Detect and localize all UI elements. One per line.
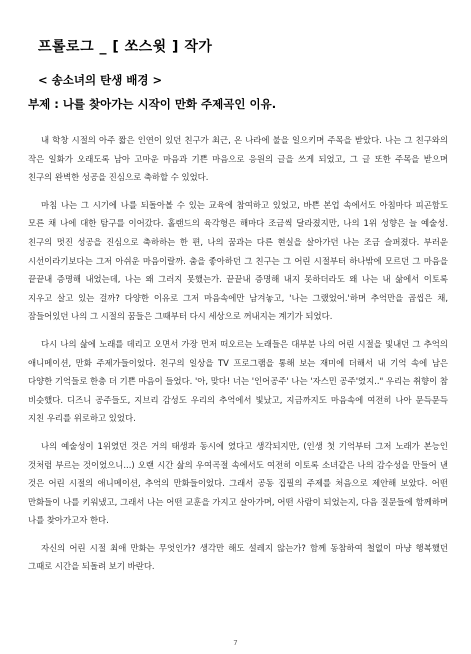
paragraph-1: 내 학창 시절의 아주 짧은 인연이 있던 친구가 최근, 온 나라에 불을 일으키며 주목을 받았다. 나는 그 친구와의 작은 일화가 오래도록 남아 고마운 마음과 기쁜 마음으로 응원의 글을 쓰게 되었고, 그 글 또한 주목을 받으며 친구의 완벽한 성공을 진심으로 축하할 수 있었다. bbox=[28, 135, 448, 183]
document-header-title: 프롤로그 _ [ 쏘스윗 ] 작가 bbox=[38, 39, 213, 55]
body-text bbox=[28, 131, 448, 585]
section-heading: < 송소녀의 탄생 배경 > bbox=[38, 73, 163, 87]
paragraph-5: 자신의 어린 시절 최애 만화는 무엇인가? 생각만 해도 설레지 않는가? 함께 동참하여 철없이 마냥 행복했던 그때로 시간을 되돌려 보기 바란다. bbox=[28, 542, 448, 572]
page-number: 7 bbox=[233, 639, 238, 647]
subtitle: 부제 : 나를 찾아가는 시작이 만화 주제곡인 이유. bbox=[28, 97, 277, 111]
paragraph-2: 마침 나는 그 시기에 나를 되돌아볼 수 있는 교육에 참여하고 있었고, 바쁜 본업 속에서도 아침마다 피곤함도 모른 채 나에 대한 탐구를 이어갔다. 홀랜드의 육각형은 해마다 조금씩 달라졌지만, 나의 1위 성향은 늘 예술성. 친구의 멋진 성공을 진심으로 축하하는 한 편, 나의 꿈과는 다른 현실을 살아가던 나는 조금 슬퍼졌다. 부러운 시선이라기보다는 그저 아쉬운 마음이랄까. 춤을 좋아하던 그 친구는 그 어린 시절부터 하나밖에 모르던 그 마음을 끝끝내 증명해 내었는데, 나는 왜 그러지 못했는가. 끝끝내 증명해 내지 못하더라도 왜 나는 내 삶에서 이토록 지우고 살고 있는 걸까? 다양한 이유로 그저 마음속에만 남겨놓고, '나는 그랬었어.'하며 추억만을 곱씹은 채, 잠들어있던 나의 그 시절의 꿈들은 그때부터 다시 세상으로 꺼내지는 계기가 되었다. bbox=[28, 199, 448, 322]
paragraph-4: 나의 예술성이 1위였던 것은 거의 태생과 동시에 였다고 생각되지만, (인생 첫 기억부터 그저 노래가 본능인 것처럼 부르는 것이었으니...) 오랜 시간 삶의 우여곡절 속에서도 여전히 이토록 소녀같은 나의 감수성을 만들어 낸 것은 어린 시절의 애니메이션, 추억의 만화들이었다. 그래서 공동 집필의 주제를 처음으로 제안해 보았다. 어떤 만화들이 나를 키워냈고, 그래서 나는 어떤 교훈을 가지고 살아가며, 어떤 사람이 되었는지, 다음 질문들에 함께하며 나를 찾아가고자 한다. bbox=[28, 440, 448, 526]
paragraph-3: 다시 나의 삶에 노래를 데리고 오면서 가장 먼저 떠오르는 노래들은 대부분 나의 어린 시절을 빛내던 그 추억의 애니메이션, 만화 주제가들이었다. 친구의 일상을 TV 프로그램을 통해 보는 재미에 더해서 내 기억 속에 남은 다양한 기억들로 한층 더 기쁜 마음이 들었다. '아, 맞다! 너는 '인어공주' 나는 '자스민 공주'였지.." 우리는 취향이 참 비슷했다. 디즈니 공주들도, 지브리 감성도 우리의 추억에서 빛났고, 지금까지도 마음속에 여전히 나아 문득문득 지친 우리를 위로하고 있었다. bbox=[28, 338, 448, 424]
